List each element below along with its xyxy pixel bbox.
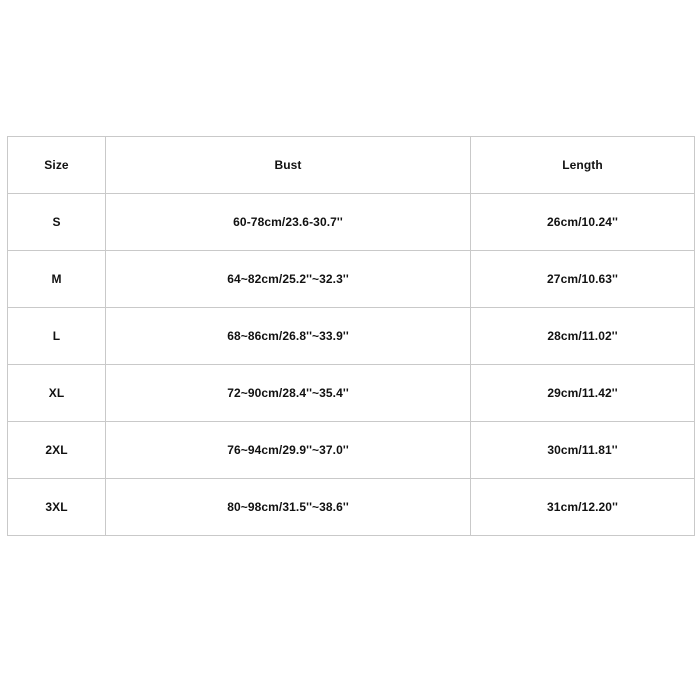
cell-size: S	[8, 194, 106, 251]
cell-length: 29cm/11.42''	[471, 365, 695, 422]
cell-length: 31cm/12.20''	[471, 479, 695, 536]
table-row	[8, 308, 695, 365]
cell-bust: 76~94cm/29.9''~37.0''	[106, 422, 471, 479]
size-chart-table	[7, 136, 695, 536]
header-size: Size	[8, 137, 106, 194]
cell-length: 30cm/11.81''	[471, 422, 695, 479]
table-header-row	[8, 137, 695, 194]
cell-bust: 68~86cm/26.8''~33.9''	[106, 308, 471, 365]
header-length: Length	[471, 137, 695, 194]
cell-bust: 60-78cm/23.6-30.7''	[106, 194, 471, 251]
cell-bust: 80~98cm/31.5''~38.6''	[106, 479, 471, 536]
cell-size: 3XL	[8, 479, 106, 536]
cell-size: M	[8, 251, 106, 308]
table-row	[8, 194, 695, 251]
cell-bust: 64~82cm/25.2''~32.3''	[106, 251, 471, 308]
cell-size: L	[8, 308, 106, 365]
cell-length: 27cm/10.63''	[471, 251, 695, 308]
cell-bust: 72~90cm/28.4''~35.4''	[106, 365, 471, 422]
cell-size: 2XL	[8, 422, 106, 479]
table-row	[8, 479, 695, 536]
table-row	[8, 251, 695, 308]
cell-length: 28cm/11.02''	[471, 308, 695, 365]
cell-size: XL	[8, 365, 106, 422]
header-bust: Bust	[106, 137, 471, 194]
cell-length: 26cm/10.24''	[471, 194, 695, 251]
table-row	[8, 422, 695, 479]
table-row	[8, 365, 695, 422]
